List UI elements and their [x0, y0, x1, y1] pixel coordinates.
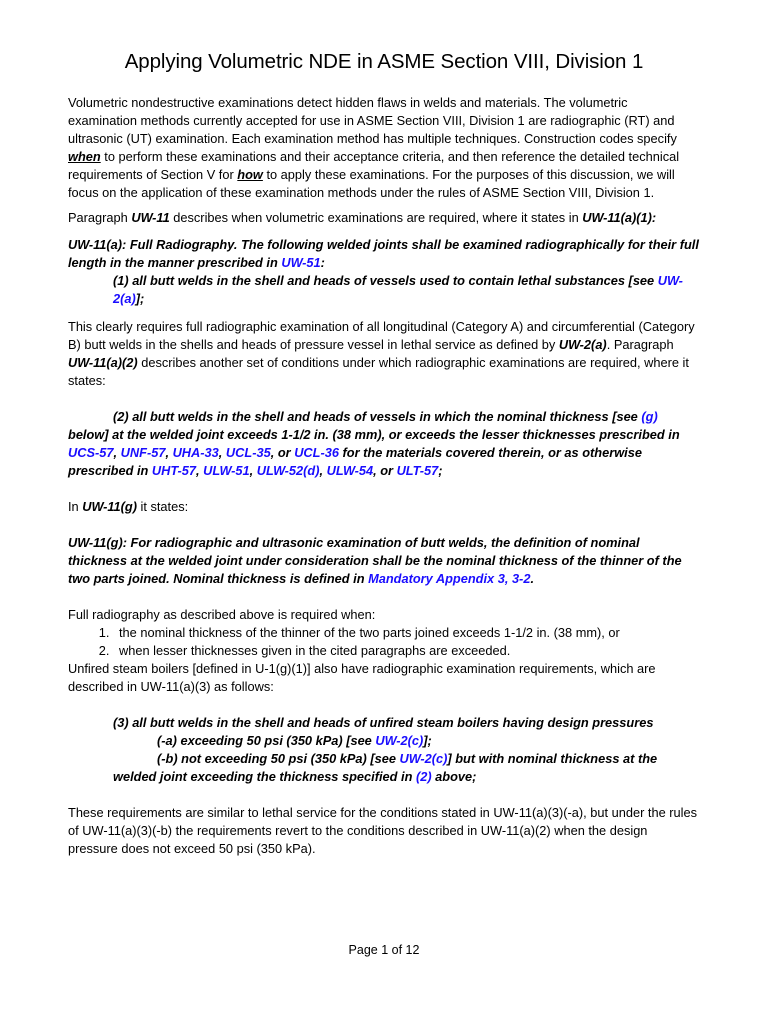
uw11g-intro: In UW-11(g) it states:: [68, 499, 189, 514]
quote-uw11a2: (2) all butt welds in the shell and heads of vessels in which the nominal thickness [see (g) below] at the welded joint exceeds 1-1/2 in. (38 mm), or exceeds the lesser thicknesses prescribed in UCS-57, UNF-57, UHA-33, UCL-35, or UCL-36 for the materials covered therein, or as otherwise prescribed in UHT-57, ULW-51, ULW-52(d), ULW-54, or ULT-57;: [68, 409, 680, 478]
link-uw2c[interactable]: UW-2(c): [375, 733, 424, 748]
conditions-list: [68, 624, 700, 660]
uw11-paragraph: Paragraph UW-11 describes when volumetric examinations are required, where it states in UW-11(a)(1):: [68, 210, 657, 225]
link-uw51[interactable]: UW-51: [281, 255, 321, 270]
quote-uw11a: UW-11(a): Full Radiography. The following welded joints shall be examined radiographically for their full length in the manner prescribed in UW-51:: [68, 237, 699, 270]
link-unf57[interactable]: UNF-57: [120, 445, 166, 460]
quote-uw11a3: (3) all butt welds in the shell and heads of unfired steam boilers having design pressures: [113, 715, 654, 730]
link-ulw52d[interactable]: ULW-52(d): [256, 463, 320, 478]
quote-uw11g: UW-11(g): For radiographic and ultrasonic examination of butt welds, the definition of nominal thickness at the welded joint under consideration shall be the nominal thickness of the thinner of the two parts joined. Nominal thickness is defined in Mandatory Appendix 3, 3-2.: [68, 535, 682, 586]
link-g[interactable]: (g): [641, 409, 658, 424]
link-uha33[interactable]: UHA-33: [172, 445, 219, 460]
list-item: 2. when lesser thicknesses given in the cited paragraphs are exceeded.: [113, 642, 700, 660]
link-ulw54[interactable]: ULW-54: [326, 463, 374, 478]
similar-requirements-paragraph: These requirements are similar to lethal service for the conditions stated in UW-11(a)(3)(-a), but under the rules of UW-11(a)(3)(-b) the requirements revert to the conditions described in UW-11(a)(2) when the design pressure does not exceed 50 psi (350 kPa).: [68, 805, 697, 856]
emphasis-when: when: [68, 149, 101, 164]
link-ult57[interactable]: ULT-57: [396, 463, 439, 478]
link-mandatory-appendix[interactable]: Mandatory Appendix 3, 3-2: [368, 571, 531, 586]
list-item: 1. the nominal thickness of the thinner of the two parts joined exceeds 1-1/2 in. (38 mm), or: [113, 624, 700, 642]
quote-uw11a3-b: (-b) not exceeding 50 psi (350 kPa) [see UW-2(c)] but with nominal thickness at the welded joint exceeding the thickness specified in (2) above;: [113, 751, 658, 784]
link-ucl36[interactable]: UCL-36: [294, 445, 339, 460]
link-uw2c[interactable]: UW-2(c): [399, 751, 448, 766]
link-uht57[interactable]: UHT-57: [151, 463, 197, 478]
page-title: Applying Volumetric NDE in ASME Section VIII, Division 1: [124, 50, 644, 73]
emphasis-how: how: [237, 167, 263, 182]
full-radiography-paragraph: Full radiography as described above is required when:: [68, 607, 376, 622]
link-2[interactable]: (2): [415, 769, 432, 784]
link-ulw51[interactable]: ULW-51: [203, 463, 250, 478]
link-uw2a[interactable]: UW-2(a): [113, 273, 683, 306]
page-number: Page 1 of 12: [348, 943, 420, 957]
link-ucs57[interactable]: UCS-57: [68, 445, 114, 460]
lethal-paragraph: This clearly requires full radiographic examination of all longitudinal (Category A) and circumferential (Category B) butt welds in the shells and heads of pressure vessel in lethal service as defined by UW-2(a). Paragraph UW-11(a)(2) describes another set of conditions under which radiographic examinations are required, where it states:: [68, 319, 695, 388]
link-ucl35[interactable]: UCL-35: [225, 445, 271, 460]
quote-uw11a3-a: (-a) exceeding 50 psi (350 kPa) [see UW-2(c)];: [157, 733, 432, 748]
intro-paragraph: Volumetric nondestructive examinations detect hidden flaws in welds and materials. The volumetric examination methods currently accepted for use in ASME Section VIII, Division 1 are radiographic (RT) and ultrasonic (UT) examination. Each examination method has multiple techniques. Construction codes specify when to perform these examinations and their acceptance criteria, and then reference the detailed technical requirements of Section V for how to apply these examinations. For the purposes of this discussion, we will focus on the application of these examination methods under the rules of ASME Section VIII, Division 1.: [68, 95, 680, 200]
quote-uw11a-item1: (1) all butt welds in the shell and heads of vessels used to contain lethal substances [see UW-2(a)];: [113, 273, 683, 306]
steam-boilers-paragraph: Unfired steam boilers [defined in U-1(g)(1)] also have radiographic examination requirements, which are described in UW-11(a)(3) as follows:: [68, 661, 656, 694]
